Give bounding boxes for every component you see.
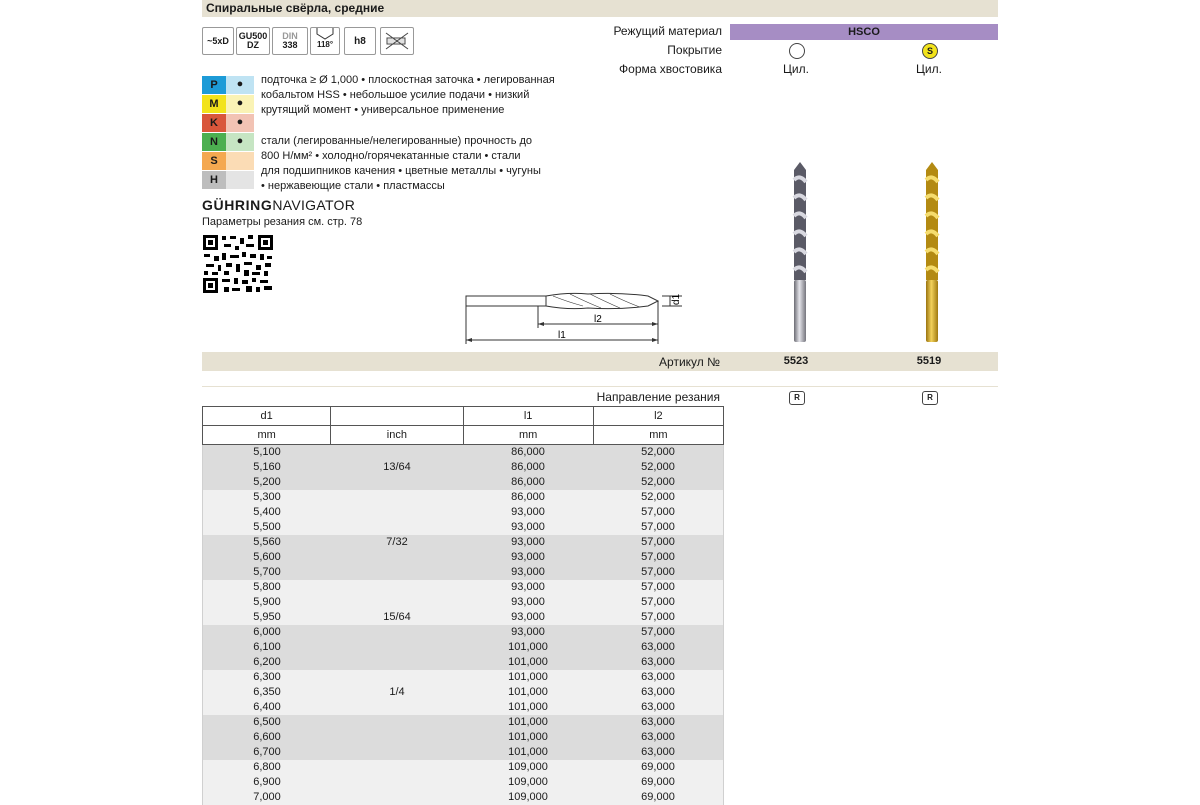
table-row [203, 610, 723, 625]
material-row-p [202, 76, 254, 94]
cell-d1-inch [331, 580, 463, 595]
cell-d1-mm: 6,100 [253, 641, 281, 653]
unit-l2: mm [649, 429, 668, 441]
table-unit-row [202, 425, 724, 445]
table-row [203, 655, 723, 670]
cell-l1: 101,000 [508, 716, 548, 728]
cell-d1-mm: 5,400 [253, 506, 281, 518]
coolant-crossed-glyph [384, 31, 410, 51]
cell-l2: 52,000 [641, 491, 675, 503]
shank-value-5519: Цил. [916, 62, 942, 76]
cell-l2: 57,000 [641, 626, 675, 638]
cell-d1-mm: 6,900 [253, 776, 281, 788]
table-row [203, 700, 723, 715]
cell-d1-inch [331, 715, 463, 730]
cell-d1-mm: 5,300 [253, 491, 281, 503]
feature-line: крутящий момент • универсальное применение [261, 104, 505, 116]
cell-d1-inch [331, 670, 463, 685]
unit-inch: inch [331, 426, 463, 444]
cell-d1-mm: 6,300 [253, 671, 281, 683]
table-row-group [202, 445, 724, 490]
cell-d1-mm: 6,800 [253, 761, 281, 773]
cell-l2: 63,000 [641, 641, 675, 653]
cell-l2: 57,000 [641, 596, 675, 608]
material-letter: N [202, 133, 226, 151]
table-row [203, 775, 723, 790]
article-label: Артикул № [659, 355, 720, 369]
cell-l1: 101,000 [508, 641, 548, 653]
feature-description [261, 73, 555, 118]
cell-l1: 101,000 [508, 701, 548, 713]
drill-dimension-drawing [458, 280, 692, 348]
tolerance-label: h8 [354, 35, 366, 47]
material-letter: S [202, 152, 226, 170]
material-suitability-mark: ● [226, 133, 254, 151]
cell-d1-mm: 5,200 [253, 476, 281, 488]
table-row [203, 475, 723, 490]
cell-d1-inch [331, 745, 463, 760]
cell-l2: 63,000 [641, 656, 675, 668]
cell-l2: 57,000 [641, 536, 675, 548]
length-ratio-label: ~5xD [207, 35, 229, 46]
drill-image-5519 [912, 160, 952, 346]
table-row-group [202, 535, 724, 580]
cell-d1-inch: 7/32 [386, 536, 408, 548]
din-label: DIN [282, 31, 298, 41]
brand-light: NAVIGATOR [272, 197, 356, 213]
table-row [203, 625, 723, 640]
cell-l1: 93,000 [511, 566, 545, 578]
table-row [203, 595, 723, 610]
cell-d1-mm: 5,700 [253, 566, 281, 578]
cell-l2: 57,000 [641, 611, 675, 623]
cell-l1: 93,000 [511, 536, 545, 548]
cell-d1-inch: 15/64 [383, 611, 411, 623]
cell-l2: 63,000 [641, 686, 675, 698]
cutting-direction-label: Направление резания [596, 390, 720, 404]
cell-d1-inch: 13/64 [383, 461, 411, 473]
table-row [203, 490, 723, 505]
table-row [203, 790, 723, 805]
cell-d1-inch [331, 700, 463, 715]
cell-l2: 63,000 [641, 671, 675, 683]
cell-d1-inch [331, 550, 463, 565]
cell-d1-mm: 6,400 [253, 701, 281, 713]
cell-d1-inch [331, 490, 463, 505]
material-row-k [202, 114, 254, 132]
cell-d1-mm: 6,500 [253, 716, 281, 728]
cell-d1-mm: 5,100 [253, 446, 281, 458]
table-row-group [202, 625, 724, 670]
cell-l1: 101,000 [508, 731, 548, 743]
coating-tin-icon: S [922, 43, 938, 59]
table-row [203, 520, 723, 535]
application-line: для подшипников качения • цветные металлы • чугуны [261, 165, 541, 177]
cell-l1: 93,000 [511, 581, 545, 593]
unit-d1: mm [203, 426, 331, 444]
cell-l1: 93,000 [511, 521, 545, 533]
header-l1: l1 [464, 407, 594, 425]
cell-l2: 57,000 [641, 506, 675, 518]
material-suitability-mark: ● [226, 76, 254, 94]
cell-d1-inch [331, 445, 463, 460]
brand-bold: GÜHRING [202, 197, 273, 213]
shank-value-5523: Цил. [783, 62, 809, 76]
cell-d1-mm: 5,160 [253, 461, 281, 473]
qr-code-icon[interactable] [202, 234, 274, 294]
table-row [203, 745, 723, 760]
table-row [203, 670, 723, 685]
table-row [203, 580, 723, 595]
material-letter: H [202, 171, 226, 189]
cutting-params-ref: Параметры резания см. стр. 78 [202, 216, 363, 228]
application-line: 800 Н/мм² • холодно/горячекатанные стали • стали [261, 150, 521, 162]
cell-l2: 57,000 [641, 521, 675, 533]
cell-d1-mm: 5,600 [253, 551, 281, 563]
cell-l1: 86,000 [511, 476, 545, 488]
coolant-none-icon [380, 27, 414, 55]
cell-l2: 52,000 [641, 476, 675, 488]
cell-l2: 63,000 [641, 746, 675, 758]
cell-d1-mm: 5,950 [253, 611, 281, 623]
table-row [203, 460, 723, 475]
application-line: • нержавеющие стали • пластмассы [261, 180, 445, 192]
cell-d1-mm: 6,200 [253, 656, 281, 668]
cell-d1-inch [331, 775, 463, 790]
cell-l2: 57,000 [641, 551, 675, 563]
material-letter: M [202, 95, 226, 113]
material-suitability-mark [226, 171, 254, 189]
cell-l2: 52,000 [641, 446, 675, 458]
article-number-5519[interactable]: 5519 [916, 355, 942, 367]
drill-image-5523 [780, 160, 820, 346]
point-angle-glyph [313, 28, 337, 40]
cell-d1-inch [331, 640, 463, 655]
cell-l1: 101,000 [508, 746, 548, 758]
cell-d1-inch [331, 655, 463, 670]
cell-d1-inch [331, 730, 463, 745]
l1-label: l1 [558, 330, 566, 341]
cell-l1: 93,000 [511, 506, 545, 518]
cell-l2: 57,000 [641, 581, 675, 593]
cell-l1: 101,000 [508, 656, 548, 668]
cell-l1: 101,000 [508, 686, 548, 698]
tolerance-icon [344, 27, 376, 55]
material-letter: K [202, 114, 226, 132]
din-number: 338 [282, 40, 298, 50]
table-row-group [202, 760, 724, 805]
cell-d1-inch [331, 520, 463, 535]
material-row-m [202, 95, 254, 113]
cell-d1-mm: 6,350 [253, 686, 281, 698]
cell-l1: 86,000 [511, 446, 545, 458]
material-suitability-mark: ● [226, 95, 254, 113]
cell-l1: 109,000 [508, 761, 548, 773]
page-title: Спиральные свёрла, средние [206, 1, 385, 15]
gu-standard-icon [236, 27, 270, 55]
cell-d1-mm: 5,500 [253, 521, 281, 533]
cell-d1-mm: 6,700 [253, 746, 281, 758]
table-header-row [202, 406, 724, 425]
material-value: HSCO [730, 24, 998, 40]
application-line: стали (легированные/нелегированные) прочность до [261, 135, 533, 147]
cell-l2: 69,000 [641, 791, 675, 803]
cell-d1-inch [331, 565, 463, 580]
cell-l2: 69,000 [641, 776, 675, 788]
material-row-n [202, 133, 254, 151]
right-hand-cut-icon: R [922, 391, 938, 405]
table-row [203, 640, 723, 655]
unit-l1: mm [464, 426, 594, 444]
l2-label: l2 [594, 314, 602, 325]
table-row-group [202, 580, 724, 625]
material-row-h [202, 171, 254, 189]
cell-l1: 86,000 [511, 461, 545, 473]
table-row [203, 685, 723, 700]
material-suitability-mark: ● [226, 114, 254, 132]
cell-l1: 93,000 [511, 596, 545, 608]
cell-d1-inch [331, 505, 463, 520]
cell-d1-inch [331, 625, 463, 640]
coating-label: Покрытие [667, 43, 722, 57]
table-row [203, 760, 723, 775]
header-d1: d1 [203, 407, 331, 425]
cell-l1: 109,000 [508, 791, 548, 803]
cell-l1: 109,000 [508, 776, 548, 788]
cell-d1-inch [331, 760, 463, 775]
cell-d1-inch [331, 595, 463, 610]
right-hand-cut-icon: R [789, 391, 805, 405]
cell-d1-inch: 1/4 [389, 686, 405, 698]
point-angle-icon [310, 27, 340, 55]
cell-d1-mm: 6,000 [253, 626, 281, 638]
divider [202, 386, 998, 387]
table-row-group [202, 715, 724, 760]
cell-l2: 63,000 [641, 716, 675, 728]
material-row-s [202, 152, 254, 170]
gu-standard-top: GU500 [238, 31, 268, 41]
cell-l2: 63,000 [641, 701, 675, 713]
header-l2: l2 [654, 410, 663, 422]
cell-l2: 63,000 [641, 731, 675, 743]
table-row [203, 505, 723, 520]
guhring-navigator-logo [202, 197, 355, 213]
material-label: Режущий материал [613, 24, 722, 38]
table-row [203, 730, 723, 745]
material-letter: P [202, 76, 226, 94]
cell-l2: 57,000 [641, 566, 675, 578]
point-angle-label: 118° [316, 40, 334, 49]
gu-standard-bottom: DZ [247, 40, 259, 50]
application-description [261, 134, 541, 194]
table-row [203, 715, 723, 730]
cell-l1: 93,000 [511, 551, 545, 563]
cell-d1-mm: 7,000 [253, 791, 281, 803]
table-row [203, 550, 723, 565]
table-row [203, 565, 723, 580]
table-row-group [202, 670, 724, 715]
header-inch-blank [331, 407, 463, 425]
article-number-5523[interactable]: 5523 [783, 355, 809, 367]
cell-l2: 52,000 [641, 461, 675, 473]
feature-line: подточка ≥ Ø 1,000 • плоскостная заточка • легированная [261, 74, 555, 86]
cell-d1-mm: 5,800 [253, 581, 281, 593]
cell-d1-inch [331, 790, 463, 805]
din-standard-icon [272, 27, 308, 55]
cell-d1-mm: 5,900 [253, 596, 281, 608]
cell-l1: 101,000 [508, 671, 548, 683]
cell-l1: 93,000 [511, 611, 545, 623]
table-row [203, 445, 723, 460]
cell-l2: 69,000 [641, 761, 675, 773]
cell-d1-mm: 5,560 [253, 536, 281, 548]
cell-d1-inch [331, 475, 463, 490]
feature-line: кобальтом HSS • небольшое усилие подачи • низкий [261, 89, 530, 101]
cell-l1: 86,000 [511, 491, 545, 503]
cell-d1-mm: 6,600 [253, 731, 281, 743]
dimensions-table [202, 406, 724, 805]
material-suitability-mark [226, 152, 254, 170]
table-body [202, 445, 724, 805]
d1-label: d1 [671, 293, 682, 305]
cell-l1: 93,000 [511, 626, 545, 638]
coating-none-icon [789, 43, 805, 59]
shank-label: Форма хвостовика [619, 62, 722, 76]
table-row-group [202, 490, 724, 535]
table-row [203, 535, 723, 550]
length-ratio-icon [202, 27, 234, 55]
